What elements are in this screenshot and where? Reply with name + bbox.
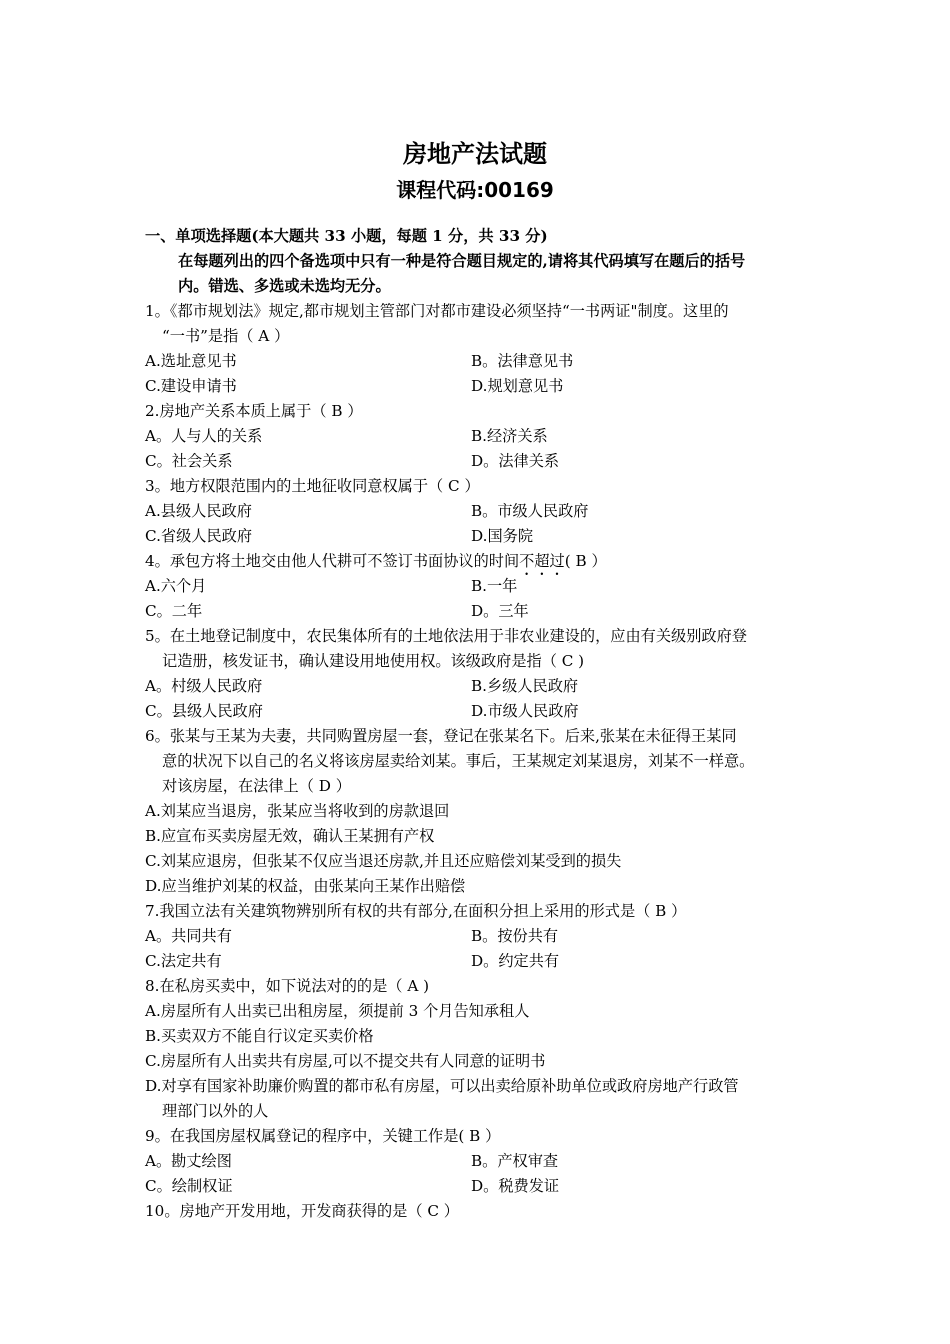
option-b: B。按份共有 <box>471 927 559 945</box>
question-5 <box>145 624 825 724</box>
question-text: 6。张某与王某为夫妻，共同购置房屋一套，登记在张某名下。后来,张某在未征得王某同 <box>145 727 737 745</box>
option-d: D。约定共有 <box>471 952 560 970</box>
question-text: 3。地方权限范围内的土地征收同意权属于（ C ） <box>145 477 480 495</box>
option-c: C.建设申请书 <box>145 377 237 395</box>
option-a: A.县级人民政府 <box>145 502 252 520</box>
question-1 <box>145 299 825 399</box>
question-6 <box>145 724 825 899</box>
question-text: “一书”是指（ A ） <box>162 327 290 345</box>
option-d: D。法律关系 <box>471 452 560 470</box>
option-row <box>145 949 825 974</box>
option-a: A。勘丈绘图 <box>145 1152 232 1170</box>
question-text: 9。在我国房屋权属登记的程序中，关键工作是( B ） <box>145 1127 501 1145</box>
question-text: 意的状况下以自己的名义将该房屋卖给刘某。事后，王某规定刘某退房，刘某不一样意。 <box>162 752 755 770</box>
option-a: A.六个月 <box>145 577 207 595</box>
option-b: B。市级人民政府 <box>471 502 589 520</box>
section-heading: 一、单项选择题(本大题共 33 小题，每题 1 分，共 33 分) <box>145 227 548 245</box>
course-code: 课程代码:00169 <box>396 178 554 202</box>
question-2 <box>145 399 825 474</box>
question-text: 10。房地产开发用地，开发商获得的是（ C ） <box>145 1202 459 1220</box>
option-d: D.规划意见书 <box>471 377 564 395</box>
option-c: C。绘制权证 <box>145 1177 233 1195</box>
question-text: 记造册，核发证书，确认建设用地使用权。该级政府是指（ C ) <box>162 652 585 670</box>
question-4 <box>145 549 825 624</box>
option-c: C.房屋所有人出卖共有房屋,可以不提交共有人同意的证明书 <box>145 1052 546 1070</box>
option-d-continued: 理部门以外的人 <box>162 1102 269 1120</box>
option-c: C.法定共有 <box>145 952 222 970</box>
option-d: D.对享有国家补助廉价购置的都市私有房屋，可以出卖给原补助单位或政府房地产行政管 <box>145 1077 739 1095</box>
option-a: A。共同共有 <box>145 927 232 945</box>
option-row <box>145 674 825 699</box>
option-row <box>145 424 825 449</box>
option-d: D.市级人民政府 <box>471 702 579 720</box>
option-b: B.应宣布买卖房屋无效，确认王某拥有产权 <box>145 827 435 845</box>
option-a: A.刘某应当退房，张某应当将收到的房款退回 <box>145 802 450 820</box>
emphasized-text: 不超过 <box>519 552 565 570</box>
option-row <box>145 924 825 949</box>
document-body <box>145 224 825 1224</box>
question-3 <box>145 474 825 549</box>
question-text: 7.我国立法有关建筑物辨别所有权的共有部分,在面积分担上采用的形式是（ B ） <box>145 902 687 920</box>
option-a: A。人与人的关系 <box>145 427 263 445</box>
option-b: B.买卖双方不能自行议定买卖价格 <box>145 1027 374 1045</box>
option-row <box>145 599 825 624</box>
option-a: A.房屋所有人出卖已出租房屋，须提前 3 个月告知承租人 <box>145 1002 530 1020</box>
option-b: B.乡级人民政府 <box>471 677 579 695</box>
option-row <box>145 574 825 599</box>
option-row <box>145 499 825 524</box>
question-text: 4。承包方将土地交由他人代耕可不签订书面协议的时间不超过( B ） <box>145 552 607 570</box>
option-a: A.选址意见书 <box>145 352 237 370</box>
option-d: D.国务院 <box>471 527 534 545</box>
question-9 <box>145 1124 825 1199</box>
page-title: 房地产法试题 <box>403 140 547 168</box>
section-instructions: 内。错选、多选或未选均无分。 <box>178 277 391 295</box>
option-c: C。县级人民政府 <box>145 702 263 720</box>
option-d: D.应当维护刘某的权益，由张某向王某作出赔偿 <box>145 877 466 895</box>
question-text: 5。在土地登记制度中，农民集体所有的土地依法用于非农业建设的，应由有关级别政府登 <box>145 627 747 645</box>
question-8 <box>145 974 825 1124</box>
option-row <box>145 349 825 374</box>
option-row <box>145 374 825 399</box>
option-row <box>145 524 825 549</box>
option-d: D。三年 <box>471 602 529 620</box>
option-row <box>145 449 825 474</box>
option-a: A。村级人民政府 <box>145 677 263 695</box>
question-text: 对该房屋，在法律上（ D ） <box>162 777 351 795</box>
option-row <box>145 699 825 724</box>
option-c: C。二年 <box>145 602 203 620</box>
question-10 <box>145 1199 825 1224</box>
option-c: C.刘某应退房，但张某不仅应当退还房款,并且还应赔偿刘某受到的损失 <box>145 852 622 870</box>
question-text: 2.房地产关系本质上属于（ B ） <box>145 402 363 420</box>
question-text: 1。《都市规划法》规定,都市规划主管部门对都市建设必须坚持“一书两证"制度。这里的 <box>145 302 729 320</box>
question-text: 8.在私房买卖中，如下说法对的的是（ A ) <box>145 977 430 995</box>
option-d: D。税费发证 <box>471 1177 560 1195</box>
option-b: B。法律意见书 <box>471 352 574 370</box>
option-c: C。社会关系 <box>145 452 233 470</box>
option-row <box>145 1174 825 1199</box>
option-c: C.省级人民政府 <box>145 527 253 545</box>
option-b: B.经济关系 <box>471 427 548 445</box>
option-b: B.一年 <box>471 577 518 595</box>
option-row <box>145 1149 825 1174</box>
question-7 <box>145 899 825 974</box>
option-b: B。产权审查 <box>471 1152 559 1170</box>
section-instructions: 在每题列出的四个备选项中只有一种是符合题目规定的,请将其代码填写在题后的括号 <box>178 252 746 270</box>
